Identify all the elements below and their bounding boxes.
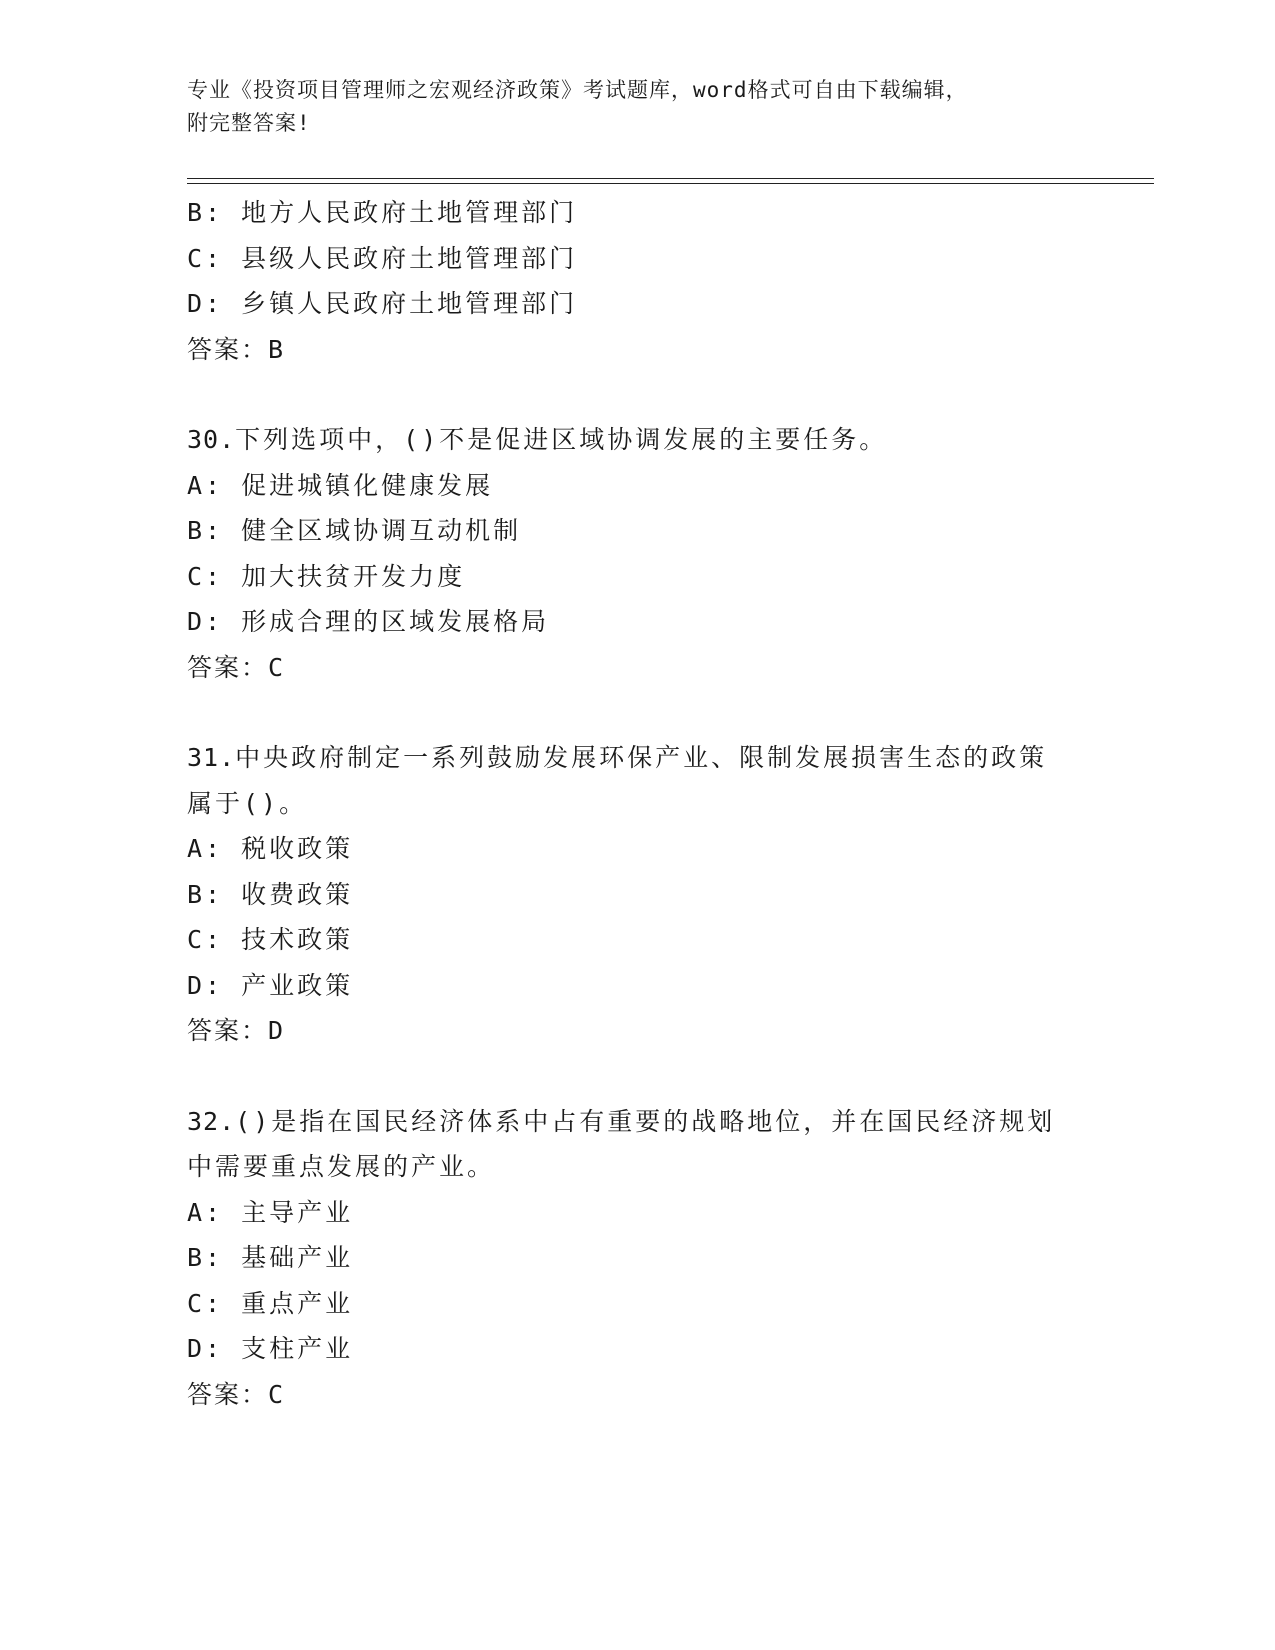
option-c: C: 重点产业 — [187, 1288, 354, 1318]
option-b: B: 基础产业 — [187, 1243, 354, 1272]
option-c: C: 技术政策 — [187, 925, 354, 954]
question-stem-continued: 中需要重点发展的产业。 — [187, 1152, 496, 1181]
question-30 — [187, 417, 1087, 690]
partial-question — [187, 190, 1087, 372]
option-a: A: 促进城镇化健康发展 — [187, 470, 494, 500]
option-a: A: 税收政策 — [187, 834, 354, 863]
header-rule-bottom — [187, 183, 1154, 184]
option-d: D: 产业政策 — [187, 970, 354, 1000]
option-b: B: 收费政策 — [187, 879, 354, 909]
question-stem: 31.中央政府制定一系列鼓励发展环保产业、限制发展损害生态的政策 — [187, 743, 1048, 772]
option-d: D: 支柱产业 — [187, 1334, 354, 1363]
answer-line: 答案：B — [187, 334, 286, 364]
header-line-2: 附完整答案! — [187, 111, 311, 135]
question-stem: 30.下列选项中，()不是促进区域协调发展的主要任务。 — [187, 425, 888, 454]
option-b: B: 地方人民政府土地管理部门 — [187, 198, 578, 227]
question-stem: 32.()是指在国民经济体系中占有重要的战略地位，并在国民经济规划 — [187, 1106, 1056, 1136]
question-32 — [187, 1099, 1087, 1418]
document-body — [187, 190, 1087, 1417]
header-line-1: 专业《投资项目管理师之宏观经济政策》考试题库，word格式可自由下载编辑， — [187, 78, 968, 102]
option-d: D: 形成合理的区域发展格局 — [187, 607, 550, 636]
document-header — [187, 74, 1067, 140]
answer-line: 答案：D — [187, 1016, 286, 1045]
answer-line: 答案：C — [187, 1379, 286, 1409]
option-c: C: 县级人民政府土地管理部门 — [187, 243, 578, 273]
option-b: B: 健全区域协调互动机制 — [187, 516, 522, 545]
answer-line: 答案：C — [187, 652, 286, 682]
question-stem-continued: 属于()。 — [187, 788, 308, 818]
option-c: C: 加大扶贫开发力度 — [187, 561, 466, 591]
header-rule-top — [187, 178, 1154, 179]
option-a: A: 主导产业 — [187, 1197, 354, 1227]
option-d: D: 乡镇人民政府土地管理部门 — [187, 289, 578, 318]
question-31 — [187, 735, 1087, 1054]
